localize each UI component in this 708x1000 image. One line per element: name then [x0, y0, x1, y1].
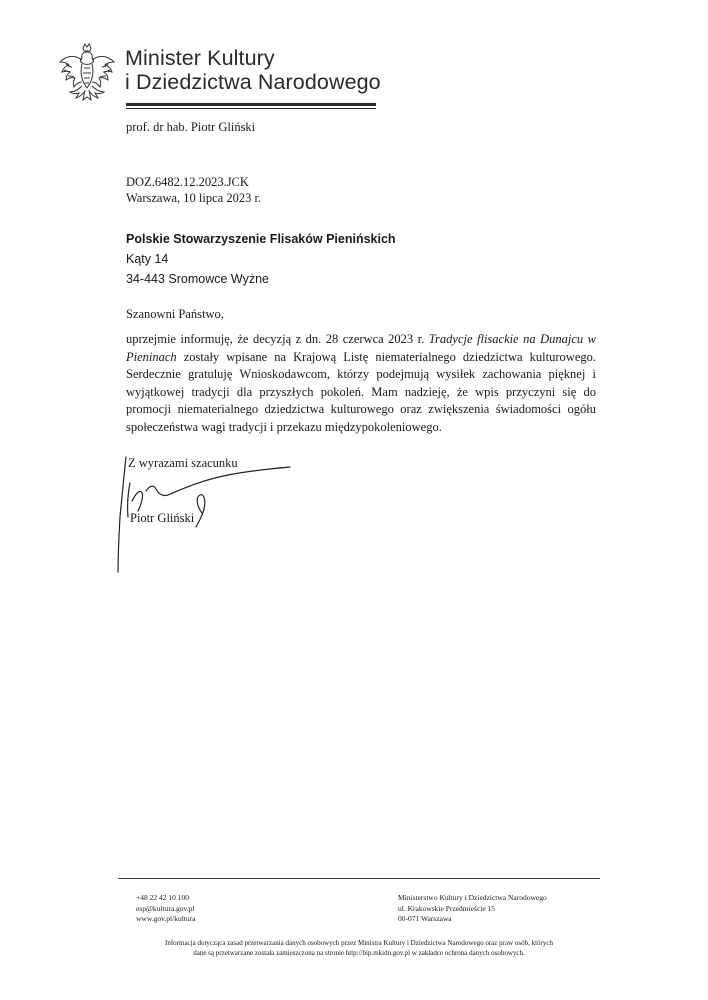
letter-body-part2: zostały wpisane na Krajową Listę niematerialnego dziedzictwa kulturowego. Serdecznie gratuluję Wnioskodawcom, którzy podejmują wysiłek zachowania pięknej i wyjątkowej tradycji dla przyszłych pokoleń. Mam nadzieję, że wpis przyczyni się do promocji niematerialnego dziedzictwa kulturowego oraz zwiększenia świadomości ogółu społeczeństwa wagi tradycji i przekazu międzypokoleniowego. — [126, 349, 596, 434]
gdpr-notice-line2: dane są przetwarzane została zamieszczona na stronie http://bip.mkidn.gov.pl w zakładce ochrona danych osobowych. — [193, 949, 525, 957]
footer-org-name: Ministerstwo Kultury i Dziedzictwa Narodowego — [398, 893, 547, 902]
letter-body-italic-title: Tradycje flisackie na Dunajcu w Pieninach — [126, 332, 597, 364]
ministry-title — [125, 46, 381, 94]
footer-address — [398, 893, 547, 925]
recipient-city: 34-443 Sromowce Wyżne — [126, 272, 270, 286]
recipient-address — [126, 229, 396, 289]
reference-block — [126, 174, 261, 206]
recipient-street: Kąty 14 — [126, 252, 169, 266]
letterhead-divider-thin — [126, 108, 376, 109]
reference-number: DOZ.6482.12.2023.JCK — [126, 175, 249, 189]
sender-name: prof. dr hab. Piotr Gliński — [126, 120, 256, 134]
footer-org-street: ul. Krakowskie Przedmieście 15 — [398, 903, 496, 913]
recipient-name: Polskie Stowarzyszenie Flisaków Pienińskich — [126, 232, 396, 246]
closing-phrase: Z wyrazami szacunku — [128, 456, 238, 470]
salutation: Szanowni Państwo, — [126, 307, 224, 321]
place-date: Warszawa, 10 lipca 2023 r. — [126, 191, 262, 205]
footer-web: www.gov.pl/kultura — [136, 914, 196, 923]
signer-name: Piotr Gliński — [130, 511, 195, 525]
ministry-title-line1: Minister Kultury — [125, 46, 275, 70]
letter-body-part1: uprzejmie informuję, że decyzją z dn. 28 czerwca 2023 r. — [126, 332, 429, 346]
footer-email: esp@kultura.gov.pl — [136, 903, 195, 913]
footer-phone: +48 22 42 10 100 — [136, 893, 189, 902]
letter-body — [126, 331, 596, 437]
gdpr-notice — [120, 938, 598, 958]
letterhead-divider-thick — [126, 103, 376, 106]
polish-eagle-emblem-icon — [58, 42, 116, 106]
ministry-title-line2: i Dziedzictwa Narodowego — [125, 70, 381, 94]
gdpr-notice-line1: Informacja dotycząca zasad przetwarzania danych osobowych przez Ministra Kultury i Dziedzictwa Narodowego oraz praw osób, których — [165, 939, 553, 947]
footer-contact — [136, 893, 195, 925]
footer-divider — [118, 878, 600, 879]
footer-org-city: 00-071 Warszawa — [398, 914, 452, 923]
